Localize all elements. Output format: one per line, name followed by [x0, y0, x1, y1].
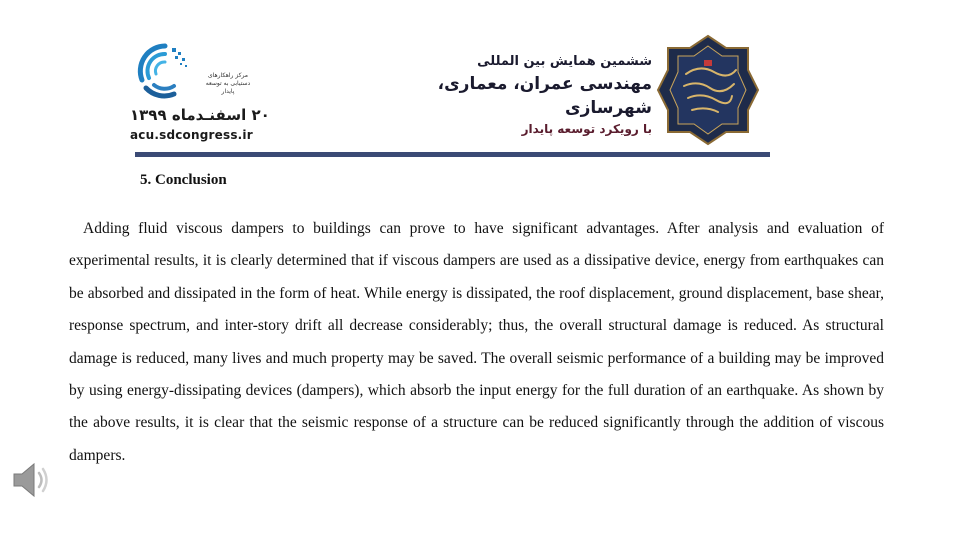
section-title: 5. Conclusion: [140, 172, 227, 188]
conference-title-line3: با رویکرد توسعه پایدار: [521, 122, 652, 136]
sdcongress-logo-icon: [134, 40, 196, 102]
speaker-icon[interactable]: [10, 458, 50, 502]
logo-caption: مرکز راهکارهای دستیابی به توسعه پایدار: [205, 72, 251, 95]
sdcongress-logo: [130, 36, 270, 146]
conference-title-line1: ششمین همایش بین المللی: [477, 54, 652, 69]
conference-title: [392, 52, 652, 138]
conference-title-line2: مهندسی عمران، معماری، شهرسازی: [437, 74, 652, 118]
conference-emblem-icon: [656, 34, 760, 146]
conference-url[interactable]: acu.sdcongress.ir: [130, 128, 253, 142]
header-divider: [135, 152, 770, 157]
header-banner: [130, 30, 770, 160]
conference-date: ۲۰ اسفنـدماه ۱۳۹۹: [130, 106, 270, 124]
conclusion-paragraph: Adding fluid viscous dampers to buildings can prove to have significant advantages. After analysis and evaluation of experimental results, it is clearly determined that if viscous dampers are used as a dissipative device, energy from earthquakes can be absorbed and dissipated in the form of heat. While energy is dissipated, the roof displacement, ground displacement, base shear, response spectrum, and inter-story drift all decrease considerably; thus, the overall structural damage is reduced. As structural damage is reduced, many lives and much property may be saved. The overall seismic performance of a building may be improved by using energy-dissipating devices (dampers), which absorb the input energy for the full duration of an earthquake. As shown by the above results, it is clear that the seismic response of a structure can be reduced significantly through the addition of viscous dampers.: [69, 220, 884, 464]
